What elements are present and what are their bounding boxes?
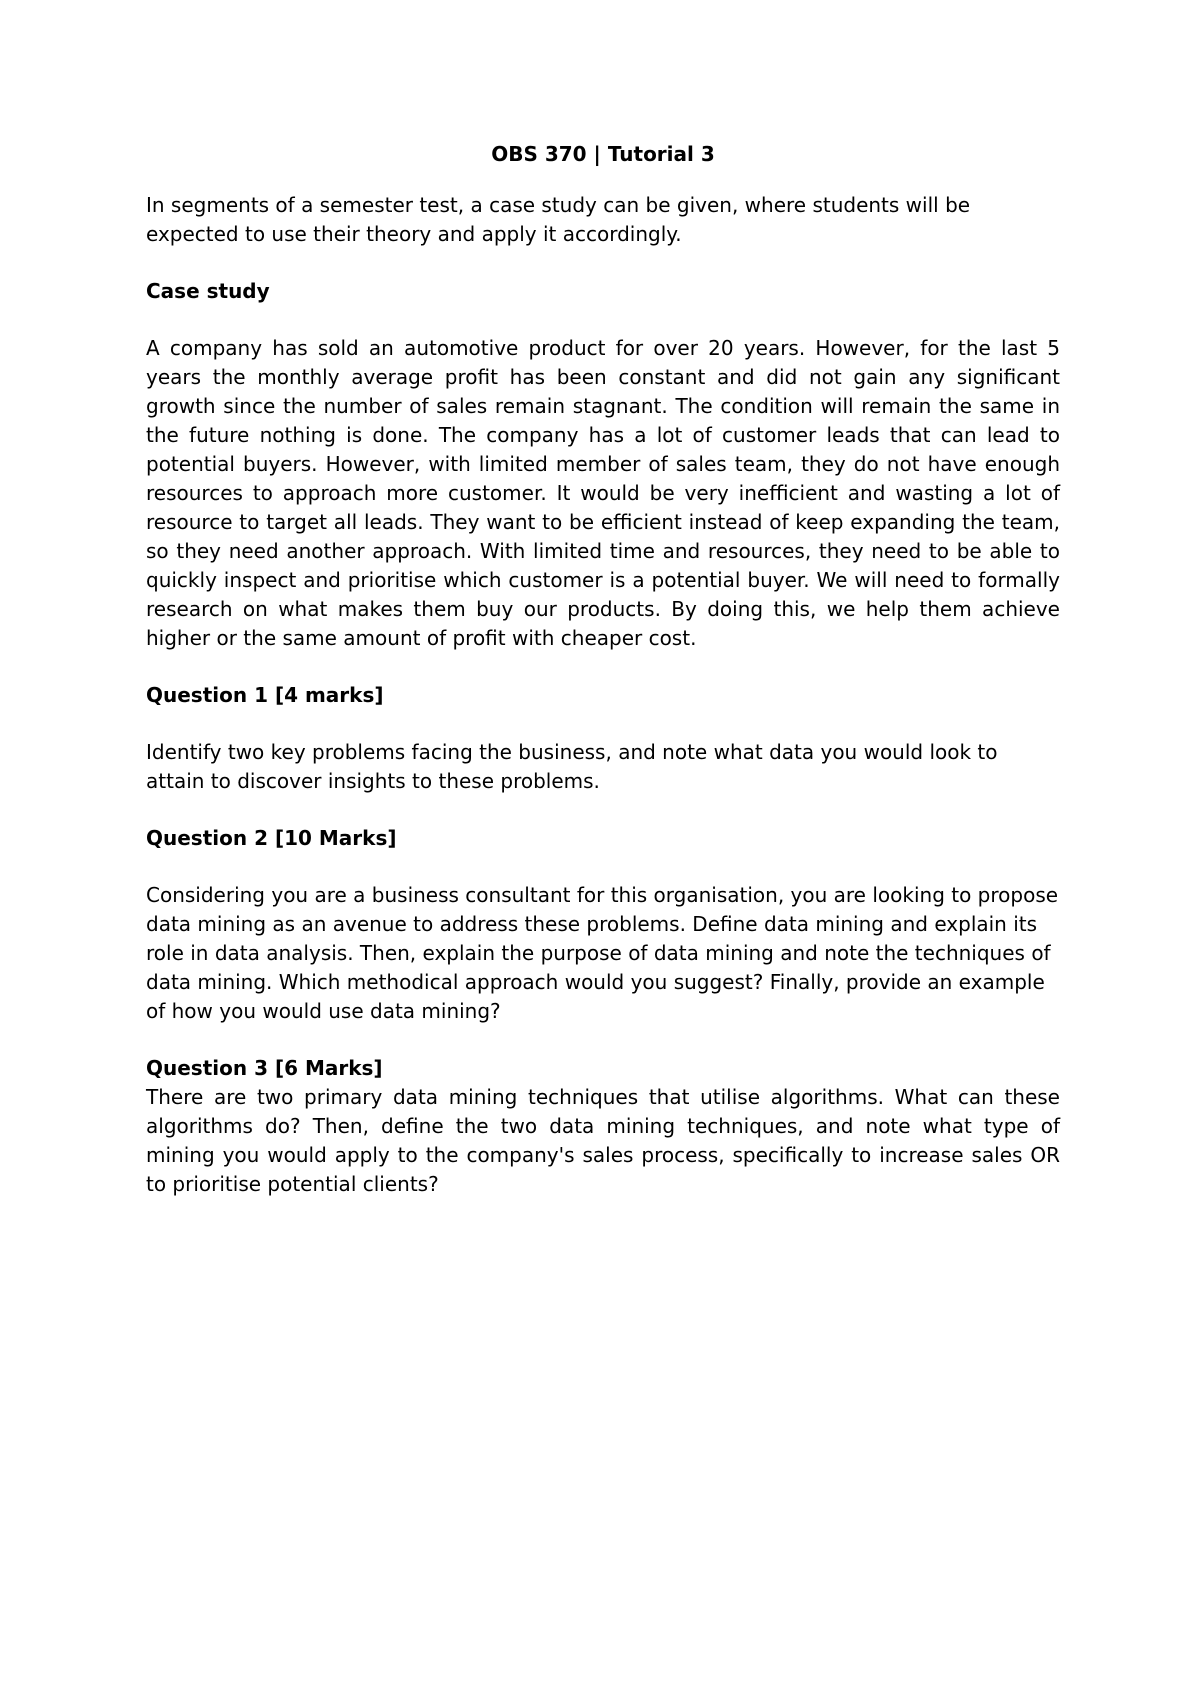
question-2-heading: Question 2 [10 Marks] (146, 826, 397, 850)
case-study-paragraph: A company has sold an automotive product for over 20 years. However, for the last 5 years the monthly average profit has been constant and did not gain any significant growth since the number of sales remain stagnant. The condition will remain the same in the future nothing is done. The company has a lot of customer leads that can lead to potential buyers. However, with limited member of sales team, they do not have enough resources to approach more customer. It would be very inefficient and wasting a lot of resource to target all leads. They want to be efficient instead of keep expanding the team, so they need another approach. With limited time and resources, they need to be able to quickly inspect and prioritise which customer is a potential buyer. We will need to formally research on what makes them buy our products. By doing this, we help them achieve higher or the same amount of profit with cheaper cost. (146, 336, 1060, 650)
case-study-heading: Case study (146, 279, 270, 303)
question-3-heading: Question 3 [6 Marks] (146, 1056, 383, 1080)
document-title: OBS 370 | Tutorial 3 (491, 142, 715, 166)
document-page (146, 140, 1060, 1227)
question-3-paragraph: There are two primary data mining techniques that utilise algorithms. What can these algorithms do? Then, define the two data mining techniques, and note what type of mining you would apply to the company's sales process, specifically to increase sales OR to prioritise potential clients? (146, 1085, 1060, 1196)
question-1-paragraph: Identify two key problems facing the business, and note what data you would look to attain to discover insights to these problems. (146, 740, 998, 793)
intro-paragraph: In segments of a semester test, a case study can be given, where students will be expected to use their theory and apply it accordingly. (146, 193, 971, 246)
question-1-heading: Question 1 [4 marks] (146, 683, 384, 707)
question-2-paragraph: Considering you are a business consultant for this organisation, you are looking to propose data mining as an avenue to address these problems. Define data mining and explain its role in data analysis. Then, explain the purpose of data mining and note the techniques of data mining. Which methodical approach would you suggest? Finally, provide an example of how you would use data mining? (146, 883, 1059, 1023)
